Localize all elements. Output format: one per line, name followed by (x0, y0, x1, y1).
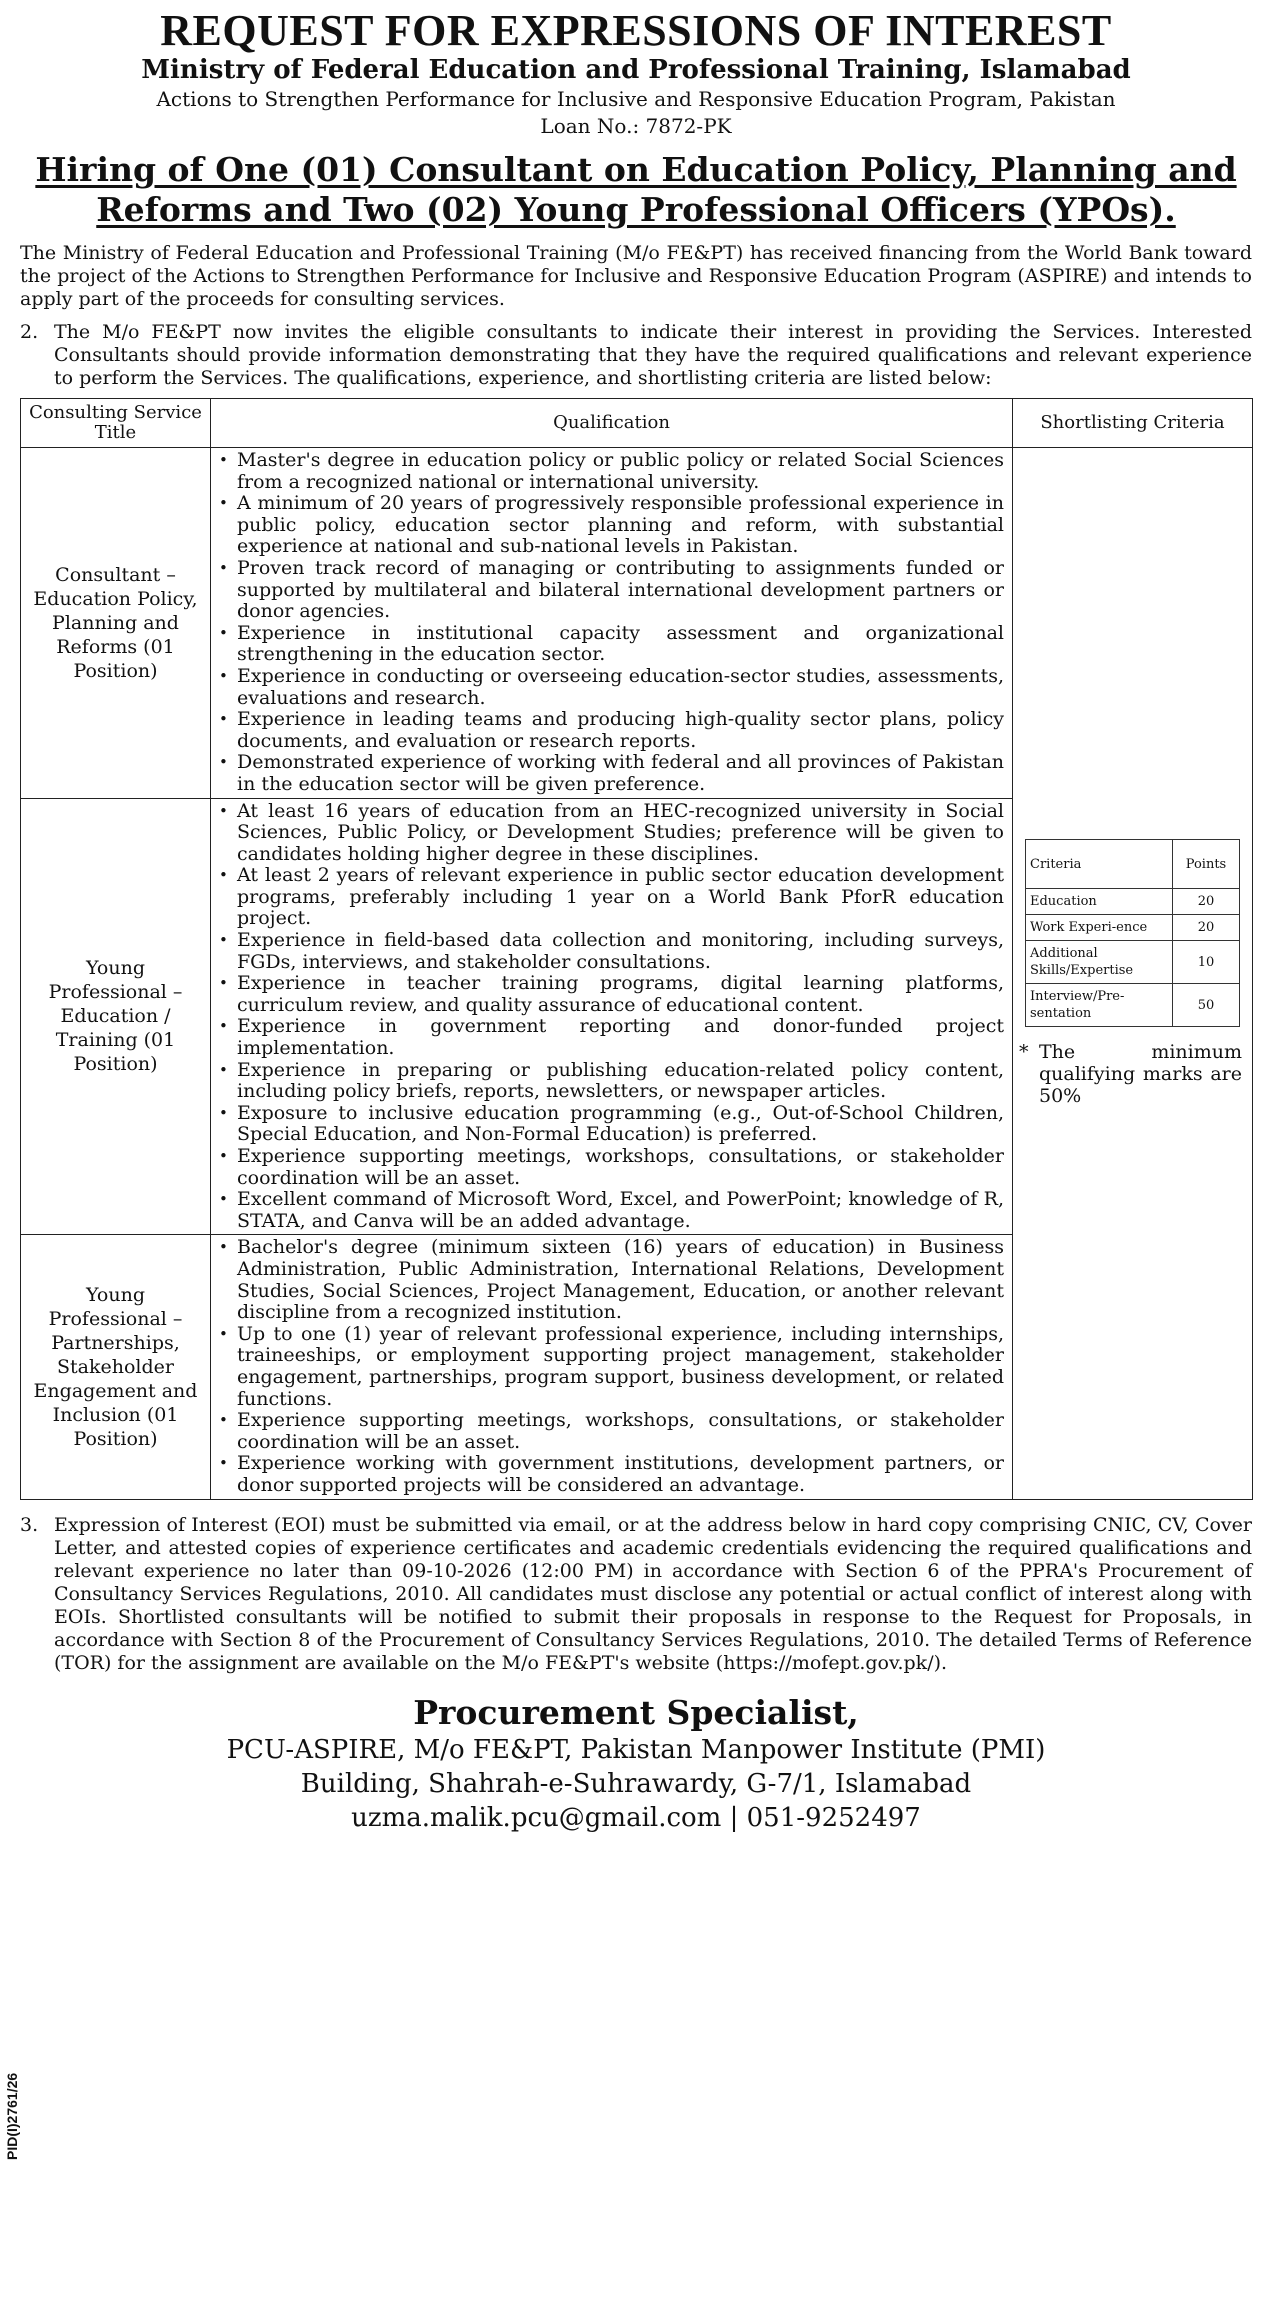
shortlisting-criteria-cell (1013, 448, 1253, 1500)
criteria-row (1026, 889, 1240, 915)
qualification-text: A minimum of 20 years of progressively responsible professional experience in public policy, education sector planning and reform, with substantial experience at national and sub-national levels in Pakistan. (237, 492, 1004, 558)
criteria-name: Interview/Pre-sentation (1026, 984, 1173, 1027)
bullet-icon: • (219, 1190, 228, 1209)
qualification-text: Proven track record of managing or contributing to assignments funded or supported by multilateral and bilateral international development partners or donor agencies. (237, 556, 1004, 623)
service-title: Consultant – Education Policy, Planning and Reforms (01 Position) (21, 448, 211, 799)
service-title: Young Professional – Partnerships, Stakeholder Engagement and Inclusion (01 Position) (21, 1235, 211, 1499)
qualification-text: Excellent command of Microsoft Word, Excel, and PowerPoint; knowledge of R, STATA, and Canva will be an added advantage. (237, 1188, 1004, 1232)
bullet-icon: • (219, 1411, 228, 1430)
table-header-row (21, 399, 1253, 448)
paragraph-number: 3. (20, 1513, 39, 1536)
bullet-icon: • (219, 666, 228, 685)
minimum-marks-note (1019, 1041, 1246, 1107)
signature-block (20, 1693, 1252, 1835)
advertisement (20, 8, 1252, 1835)
criteria-points: 20 (1173, 889, 1240, 915)
bullet-icon: • (219, 1324, 228, 1343)
qualification-item (215, 865, 1004, 930)
bullet-icon: • (219, 1147, 228, 1165)
qualification-text: Experience in field-based data collection and monitoring, including surveys, FGDs, interviews, and stakeholder consultations. (237, 929, 1004, 973)
criteria-points: 20 (1173, 915, 1240, 941)
qualification-text: Demonstrated experience of working with federal and all provinces of Pakistan in the education sector will be given preference. (237, 751, 1004, 795)
qualification-item (215, 450, 1004, 493)
header-qualification: Qualification (211, 399, 1013, 448)
bullet-icon: • (219, 1103, 228, 1122)
bullet-icon: • (219, 1060, 228, 1079)
qualification-item (215, 801, 1004, 866)
qualification-text: Experience in leading teams and producing high-quality sector plans, policy documents, and evaluation or research reports. (237, 708, 1004, 752)
qualification-item (215, 1189, 1004, 1232)
bullet-icon: • (219, 974, 228, 993)
qualification-text: Experience supporting meetings, workshops, consultations, or stakeholder coordination will be an asset. (237, 1409, 1004, 1453)
signatory-role: Procurement Specialist, (413, 1692, 859, 1732)
qualification-item (215, 1103, 1004, 1146)
bullet-icon: • (219, 451, 228, 469)
qualification-item (215, 558, 1004, 623)
bullet-icon: • (219, 753, 228, 772)
qualification-list (215, 1237, 1004, 1496)
bullet-icon: • (219, 1238, 228, 1257)
qualification-text: Master's degree in education policy or public policy or related Social Sciences from a recognized national or international university. (237, 449, 1004, 493)
criteria-name: Additional Skills/Expertise (1026, 941, 1173, 984)
intro-paragraph: The Ministry of Federal Education and Professional Training (M/o FE&PT) has received financing from the World Bank toward the project of the Actions to Strengthen Performance for Inclusive and Responsive Education Program (ASPIRE) and intends to apply part of the proceeds for consulting services. (20, 242, 1252, 310)
qualification-item (215, 1237, 1004, 1323)
qualification-item (215, 1060, 1004, 1103)
header-shortlisting-criteria: Shortlisting Criteria (1013, 399, 1253, 448)
criteria-table (1025, 839, 1240, 1027)
qualification-item (215, 1410, 1004, 1453)
bullet-icon: • (219, 558, 228, 577)
qualification-item (215, 930, 1004, 973)
address-line: Building, Shahrah-e-Suhrawardy, G-7/1, Islamabad (300, 1768, 972, 1799)
qualification-item (215, 493, 1004, 558)
qualification-item (215, 1453, 1004, 1496)
points-col-header: Points (1173, 840, 1240, 889)
bullet-icon: • (219, 866, 228, 885)
note-text: The minimum qualifying marks are 50% (1039, 1041, 1242, 1108)
criteria-header-row (1026, 840, 1240, 889)
header-service-title: Consulting Service Title (21, 399, 211, 448)
qualification-item (215, 709, 1004, 752)
criteria-row (1026, 941, 1240, 984)
table-row (21, 448, 1253, 799)
loan-number: Loan No.: 7872-PK (540, 114, 732, 138)
qualification-text: Up to one (1) year of relevant professional experience, including internships, traineeships, or employment supporting project management, stakeholder engagement, partnerships, program support, business development, or related functions. (237, 1322, 1004, 1410)
qualification-text: Bachelor's degree (minimum sixteen (16) years of education) in Business Administration, Public Administration, International Relations, Development Studies, Social Sciences, Project Management, Education, or another relevant discipline from a recognized institution. (237, 1236, 1004, 1324)
qualification-item (215, 1146, 1004, 1189)
bullet-icon: • (219, 494, 228, 513)
paragraph-2 (20, 321, 1252, 390)
bullet-icon: • (219, 1017, 228, 1036)
paragraph-text: Expression of Interest (EOI) must be submitted via email, or at the address below in hard copy comprising CNIC, CV, Cover Letter, and attested copies of experience certificates and academic credentials evidencing the required qualifications and relevant experience no later than 09-10-2026 (12:00 PM) in accordance with Section 6 of the PPRA's Procurement of Consultancy Services Regulations, 2010. All candidates must disclose any potential or actual conflict of interest along with EOIs. Shortlisted consultants will be notified to submit their proposals in response to the Request for Proposals, in accordance with Section 8 of the Procurement of Consultancy Services Regulations, 2010. The detailed Terms of Reference (TOR) for the assignment are available on the M/o FE&PT's website (https://mofept.gov.pk/). (54, 1513, 1252, 1674)
criteria-points: 10 (1173, 941, 1240, 984)
qualification-text: Exposure to inclusive education programming (e.g., Out-of-School Children, Special Education, and Non-Formal Education) is preferred. (237, 1101, 1004, 1146)
qualification-text: At least 16 years of education from an HEC-recognized university in Social Sciences, Public Policy, or Development Studies; preference will be given to candidates holding higher degree in these disciplines. (237, 799, 1004, 865)
paragraph-3 (20, 1514, 1252, 1675)
consultancy-table (20, 398, 1253, 1500)
paragraph-text: The M/o FE&PT now invites the eligible consultants to indicate their interest in providing the Services. Interested Consultants should provide information demonstrating that they have the required qualifications and relevant experience to perform the Services. The qualifications, experience, and shortlisting criteria are listed below: (54, 321, 1252, 389)
qualification-item (215, 1016, 1004, 1059)
qualification-text: Experience in institutional capacity assessment and organizational strengthening in the education sector. (237, 621, 1004, 666)
qualification-text: Experience in preparing or publishing education-related policy content, including policy briefs, reports, newsletters, or newspaper articles. (237, 1058, 1004, 1103)
service-title: Young Professional – Education / Training (01 Position) (21, 798, 211, 1235)
criteria-col-header: Criteria (1026, 840, 1173, 889)
qualification-cell (211, 798, 1013, 1235)
program-name: Actions to Strengthen Performance for Inclusive and Responsive Education Program, Pakistan (156, 87, 1116, 111)
qualification-cell (211, 448, 1013, 799)
qualification-item (215, 1324, 1004, 1410)
qualification-text: At least 2 years of relevant experience in public sector education development programs, preferably including 1 year on a World Bank PforR education project. (237, 864, 1004, 930)
pid-number: PID(I)2761/26 (4, 2072, 20, 2160)
qualification-text: Experience in conducting or overseeing education-sector studies, assessments, evaluations and research. (237, 664, 1004, 709)
qualification-list (215, 450, 1004, 796)
contact-line: uzma.malik.pcu@gmail.com | 051-9252497 (351, 1802, 921, 1833)
qualification-item (215, 752, 1004, 795)
bullet-icon: • (219, 931, 228, 950)
qualification-item (215, 973, 1004, 1016)
qualification-cell (211, 1235, 1013, 1499)
qualification-list (215, 801, 1004, 1233)
qualification-text: Experience supporting meetings, workshops, consultations, or stakeholder coordination will be an asset. (237, 1145, 1004, 1189)
paragraph-number: 2. (20, 321, 39, 343)
hiring-title: Hiring of One (01) Consultant on Education Policy, Planning and Reforms and Two (02) Young Professional Officers (YPOs). (35, 150, 1237, 229)
watermark: ​ (161, 1541, 294, 1645)
criteria-points: 50 (1173, 984, 1240, 1027)
qualification-text: Experience in teacher training programs, digital learning platforms, curriculum review, and quality assurance of educational content. (237, 972, 1004, 1016)
qualification-text: Experience working with government institutions, development partners, or donor supported projects will be considered an advantage. (237, 1452, 1004, 1496)
qualification-item (215, 623, 1004, 666)
address-line: PCU-ASPIRE, M/o FE&PT, Pakistan Manpower Institute (PMI) (226, 1734, 1046, 1765)
page-title: REQUEST FOR EXPRESSIONS OF INTEREST (160, 6, 1112, 55)
criteria-row (1026, 984, 1240, 1027)
ministry-name: Ministry of Federal Education and Professional Training, Islamabad (141, 55, 1131, 85)
criteria-row (1026, 915, 1240, 941)
criteria-name: Education (1026, 889, 1173, 915)
qualification-text: Experience in government reporting and donor-funded project implementation. (237, 1015, 1004, 1060)
qualification-item (215, 666, 1004, 709)
note-asterisk: * (1019, 1041, 1029, 1064)
bullet-icon: • (219, 710, 228, 729)
criteria-name: Work Experi-ence (1026, 915, 1173, 941)
bullet-icon: • (219, 1454, 228, 1473)
bullet-icon: • (219, 801, 228, 820)
bullet-icon: • (219, 623, 228, 642)
